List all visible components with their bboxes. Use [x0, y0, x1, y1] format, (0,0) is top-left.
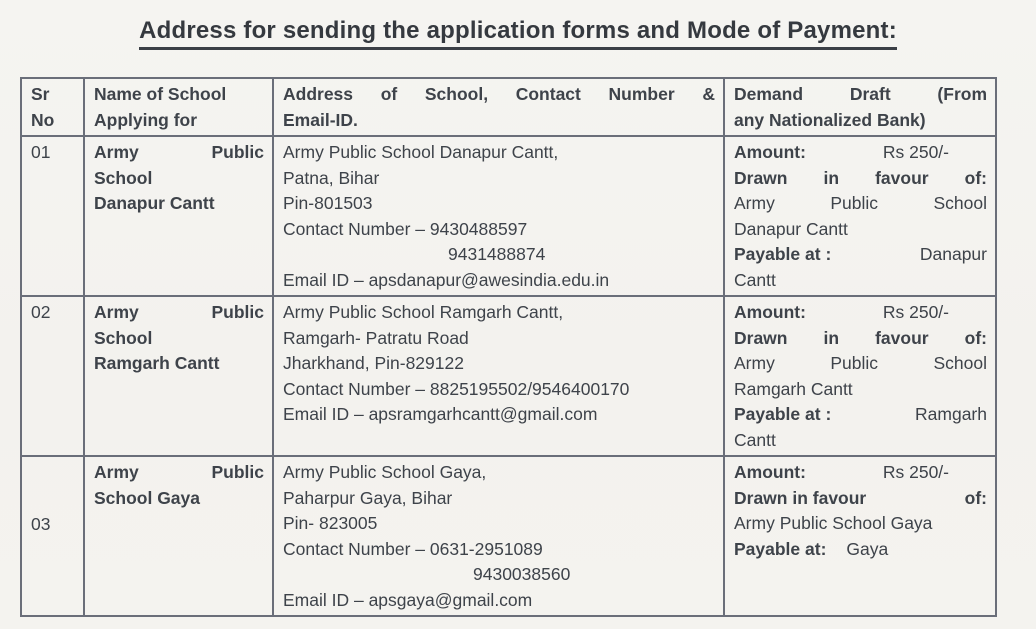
text-line [734, 191, 987, 217]
title-container [0, 0, 1036, 50]
bold-text-segment: of: [964, 167, 987, 188]
bold-text-segment: in [823, 327, 840, 348]
address-payment-table [20, 77, 997, 617]
text-line [734, 166, 987, 192]
text-line [94, 108, 264, 134]
text-line [94, 460, 264, 486]
bold-text-segment: Amount: [734, 142, 806, 162]
sr-no-cell [21, 296, 84, 456]
text-line [734, 300, 987, 326]
header-cell-demand-draft [724, 78, 996, 136]
text-line [94, 140, 264, 166]
table-header-row [21, 78, 996, 136]
bold-text-segment: School [94, 167, 153, 188]
demand-draft-cell [724, 136, 996, 296]
text-segment: Pin- 823005 [283, 513, 378, 533]
text-segment: School [933, 193, 987, 213]
text-line [283, 377, 715, 403]
text-segment: 9431488874 [448, 244, 546, 264]
text-line [283, 486, 715, 512]
school-name-cell [84, 136, 273, 296]
demand-draft-cell [724, 456, 996, 616]
page-title: Address for sending the application forms and Mode of Payment: [139, 17, 897, 50]
text-segment: Contact Number – 9430488597 [283, 218, 528, 239]
text-segment: Danapur [919, 244, 987, 264]
text-line [94, 166, 264, 192]
text-segment: Public [830, 193, 878, 213]
bold-text-segment: any Nationalized Bank) [734, 109, 926, 130]
text-line [31, 108, 75, 134]
text-line [734, 140, 987, 166]
text-line [94, 326, 264, 352]
bold-text-segment: Army [94, 462, 139, 482]
school-name-cell [84, 296, 273, 456]
text-line [283, 300, 715, 326]
text-line [94, 191, 264, 217]
text-segment: Email ID – apsdanapur@awesindia.edu.in [283, 269, 610, 290]
text-line [94, 82, 264, 108]
bold-text-segment: Draft [849, 84, 891, 104]
text-segment: Ramgarh Cantt [734, 378, 853, 399]
bold-text-segment: of [380, 84, 398, 104]
table-row [21, 136, 996, 296]
bold-text-segment: Public [211, 302, 264, 322]
text-segment: School [933, 353, 987, 373]
text-segment: Rs 250/- [882, 462, 949, 482]
text-segment: Army Public School Danapur Cantt, [283, 142, 559, 162]
bold-text-segment: Public [211, 462, 264, 482]
bold-text-segment: Applying for [94, 109, 198, 130]
text-line [734, 326, 987, 352]
bold-text-segment: School Gaya [94, 487, 201, 508]
header-cell-sr-no [21, 78, 84, 136]
text-segment: Danapur Cantt [734, 218, 848, 239]
text-line [734, 377, 987, 403]
bold-text-segment: Army [94, 142, 139, 162]
bold-text-segment: Demand [734, 84, 804, 104]
text-segment: Paharpur Gaya, Bihar [283, 487, 453, 508]
text-line [283, 588, 715, 614]
text-line [283, 268, 715, 294]
text-segment: Army [734, 193, 775, 213]
text-line [283, 402, 715, 428]
table-row [21, 296, 996, 456]
text-segment: Army Public School Ramgarh Cantt, [283, 302, 564, 322]
text-line [734, 486, 987, 512]
text-line [283, 511, 715, 537]
bold-text-segment: favour [875, 167, 929, 188]
text-segment: Army Public School Gaya, [283, 462, 487, 482]
address-cell [273, 456, 724, 616]
bold-text-segment: Payable at : [734, 244, 832, 264]
text-segment: Cantt [734, 429, 776, 450]
text-line [734, 511, 987, 537]
sr-no-cell [21, 136, 84, 296]
text-segment: Rs 250/- [882, 302, 949, 322]
bold-text-segment: Number [608, 84, 675, 104]
text-segment: Email ID – apsramgarhcantt@gmail.com [283, 404, 598, 424]
bold-text-segment: School, [424, 84, 489, 104]
bold-text-segment: of: [964, 487, 987, 508]
text-segment: Ramgarh [915, 404, 987, 424]
text-line [734, 82, 987, 108]
text-line [31, 82, 75, 108]
address-cell [273, 296, 724, 456]
text-segment: 9430038560 [473, 564, 571, 584]
text-line [283, 140, 715, 166]
bold-text-segment: Email-ID. [283, 109, 358, 130]
bold-text-segment: favour [875, 327, 929, 348]
bold-text-segment: Payable at: [734, 538, 827, 559]
bold-text-segment: Public [211, 142, 264, 162]
bold-text-segment: School [94, 327, 153, 348]
bold-text-segment: Amount: [734, 462, 806, 482]
text-line [734, 217, 987, 243]
text-line [734, 242, 987, 268]
text-line [734, 402, 987, 428]
text-segment: Army [734, 353, 775, 373]
text-line [283, 562, 715, 588]
bold-text-segment: Sr [31, 84, 50, 104]
header-cell-address [273, 78, 724, 136]
sr-no-value: 03 [31, 514, 51, 534]
text-segment: Ramgarh- Patratu Road [283, 327, 469, 348]
bold-text-segment: Address [283, 84, 354, 104]
sr-no-value: 02 [31, 302, 51, 322]
text-segment: Cantt [734, 269, 776, 290]
text-segment: Public [830, 353, 878, 373]
demand-draft-cell [724, 296, 996, 456]
text-line [734, 537, 987, 563]
text-line [283, 217, 715, 243]
text-segment: Jharkhand, Pin-829122 [283, 353, 464, 373]
bold-text-segment: Drawn in favour [734, 487, 867, 508]
text-line [283, 108, 715, 134]
text-line [283, 537, 715, 563]
bold-text-segment: Contact [515, 84, 581, 104]
bold-text-segment: & [702, 84, 715, 104]
sr-no-cell [21, 456, 84, 616]
address-cell [273, 136, 724, 296]
sr-no-value: 01 [31, 142, 51, 162]
bold-text-segment: Ramgarh Cantt [94, 353, 220, 373]
text-segment: Contact Number – 8825195502/9546400170 [283, 378, 630, 399]
bold-text-segment: Army [94, 302, 139, 322]
text-line [734, 351, 987, 377]
text-line [283, 191, 715, 217]
bold-text-segment: (From [937, 84, 987, 104]
text-line [734, 268, 987, 294]
text-line [283, 242, 715, 268]
bold-text-segment: Name of School [94, 84, 227, 104]
school-name-cell [84, 456, 273, 616]
text-line [734, 108, 987, 134]
bold-text-segment: Drawn [734, 167, 788, 188]
text-segment: Pin-801503 [283, 193, 373, 213]
table-row [21, 456, 996, 616]
text-segment: Patna, Bihar [283, 167, 380, 188]
text-line [94, 486, 264, 512]
bold-text-segment: in [823, 167, 840, 188]
text-line [734, 460, 987, 486]
text-line [283, 326, 715, 352]
text-line [94, 300, 264, 326]
text-line [283, 460, 715, 486]
bold-text-segment: Danapur Cantt [94, 193, 215, 213]
bold-text-segment: Payable at : [734, 404, 832, 424]
text-line [283, 351, 715, 377]
text-segment: Email ID – apsgaya@gmail.com [283, 589, 533, 610]
text-segment: Gaya [846, 538, 889, 559]
text-line [283, 82, 715, 108]
text-segment: Contact Number – 0631-2951089 [283, 538, 543, 559]
bold-text-segment: No [31, 109, 55, 130]
text-segment: Rs 250/- [882, 142, 949, 162]
header-cell-school-name [84, 78, 273, 136]
bold-text-segment: Amount: [734, 302, 806, 322]
text-segment: Army Public School Gaya [734, 513, 933, 533]
text-line [283, 166, 715, 192]
bold-text-segment: Drawn [734, 327, 788, 348]
text-line [734, 428, 987, 454]
text-line [94, 351, 264, 377]
bold-text-segment: of: [964, 327, 987, 348]
